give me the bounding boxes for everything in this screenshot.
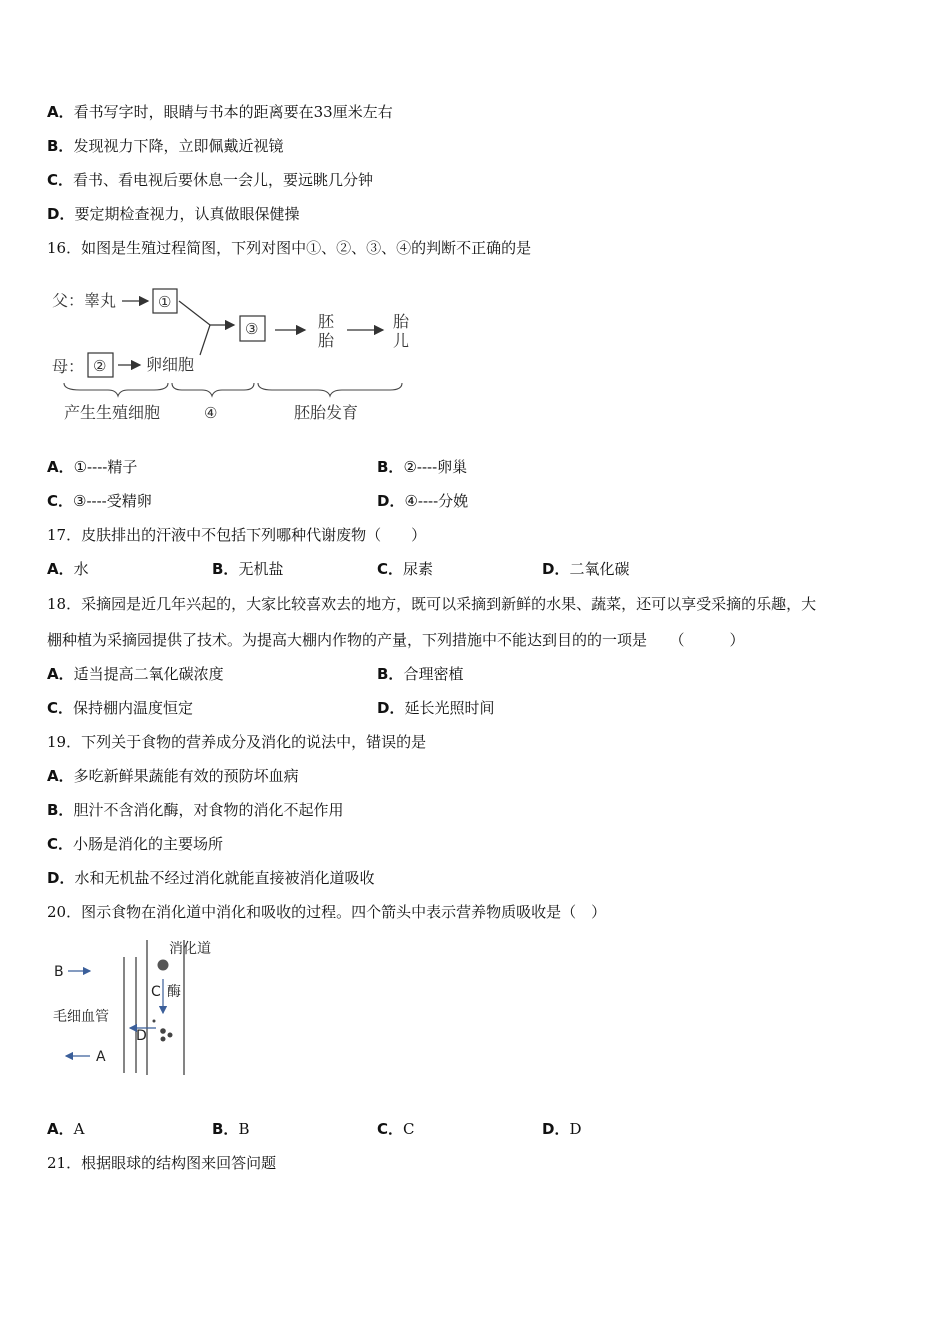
arrow-a-label: A [96,1049,106,1065]
q21-stem: 21．根据眼球的结构图来回答问题 [47,1154,277,1172]
q20-option-b: B．B [212,1120,250,1138]
q18-option-a: A．适当提高二氧化碳浓度 [47,665,224,683]
q19-option-d: D．水和无机盐不经过消化就能直接被消化道吸收 [47,869,375,887]
q15-option-b: B．发现视力下降，立即佩戴近视镜 [47,137,284,155]
q17-stem: 17．皮肤排出的汗液中不包括下列哪种代谢废物（ ） [47,526,427,544]
q15-option-a: A．看书写字时，眼睛与书本的距离要在33厘米左右 [47,103,393,121]
egg-label: 卵细胞 [146,355,195,374]
arrow-c-label: C [151,984,161,1000]
reproduction-diagram [50,280,420,430]
q17-option-d: D．二氧化碳 [542,560,630,578]
fetus-label-2: 儿 [393,331,410,350]
label-embryo-development: 胚胎发育 [294,403,359,422]
food-particle-large [158,960,169,971]
box-3-label: ③ [245,320,259,338]
arrow-b-label: B [54,964,64,980]
q16-option-d: D．④----分娩 [377,492,469,510]
q20-stem: 20．图示食物在消化道中消化和吸收的过程。四个箭头中表示营养物质吸收是（ ） [47,903,607,921]
q19-option-a: A．多吃新鲜果蔬能有效的预防坏血病 [47,767,299,785]
q15-option-c: C．看书、看电视后要休息一会儿，要远眺几分钟 [47,171,374,189]
q19-option-c: C．小肠是消化的主要场所 [47,835,224,853]
tract-label: 消化道 [169,941,211,957]
q18-option-c: C．保持棚内温度恒定 [47,699,194,717]
arrow-d-label: D [136,1028,147,1044]
q20-option-c: C．C [377,1120,415,1138]
capillary-label: 毛细血管 [53,1009,109,1025]
q16-option-c: C．③----受精卵 [47,492,152,510]
q18-stem-line1: 18．采摘园是近几年兴起的，大家比较喜欢去的地方，既可以采摘到新鲜的水果、蔬菜，还可以享受采摘的乐趣，大 [47,595,817,613]
box-1-label: ① [158,293,172,311]
q16-stem: 16．如图是生殖过程简图，下列对图中①、②、③、④的判断不正确的是 [47,239,532,257]
label-4: ④ [204,404,218,422]
q18-stem-line2: 棚种植为采摘园提供了技术。为提高大棚内作物的产量，下列措施中不能达到目的的一项是 （ ） [47,631,745,649]
q16-option-b: B．②----卵巢 [377,458,468,476]
q19-option-b: B．胆汁不含消化酶，对食物的消化不起作用 [47,801,344,819]
box-2-label: ② [93,357,107,375]
q16-option-a: A．①----精子 [47,458,138,476]
q18-option-b: B．合理密植 [377,665,464,683]
enzyme-label: 酶 [167,984,181,1000]
father-label: 父：睾丸 [52,291,117,310]
digestion-diagram [50,935,220,1080]
embryo-label-1: 胚 [318,312,335,331]
food-particle-small-3 [168,1033,173,1038]
q18-option-d: D．延长光照时间 [377,699,495,717]
food-particle-small-4 [161,1037,166,1042]
q17-option-b: B．无机盐 [212,560,284,578]
q17-option-a: A．水 [47,560,89,578]
fetus-label-1: 胎 [393,312,410,331]
food-particle-small-1 [153,1020,156,1023]
q15-option-d: D．要定期检查视力，认真做眼保健操 [47,205,300,223]
mother-label: 母： [52,357,85,376]
q17-option-c: C．尿素 [377,560,434,578]
food-particle-small-2 [160,1028,166,1034]
q19-stem: 19．下列关于食物的营养成分及消化的说法中，错误的是 [47,733,427,751]
q20-option-d: D．D [542,1120,582,1138]
q20-option-a: A．A [47,1120,85,1138]
embryo-label-2: 胎 [318,331,335,350]
label-produce-cells: 产生生殖细胞 [64,403,161,422]
